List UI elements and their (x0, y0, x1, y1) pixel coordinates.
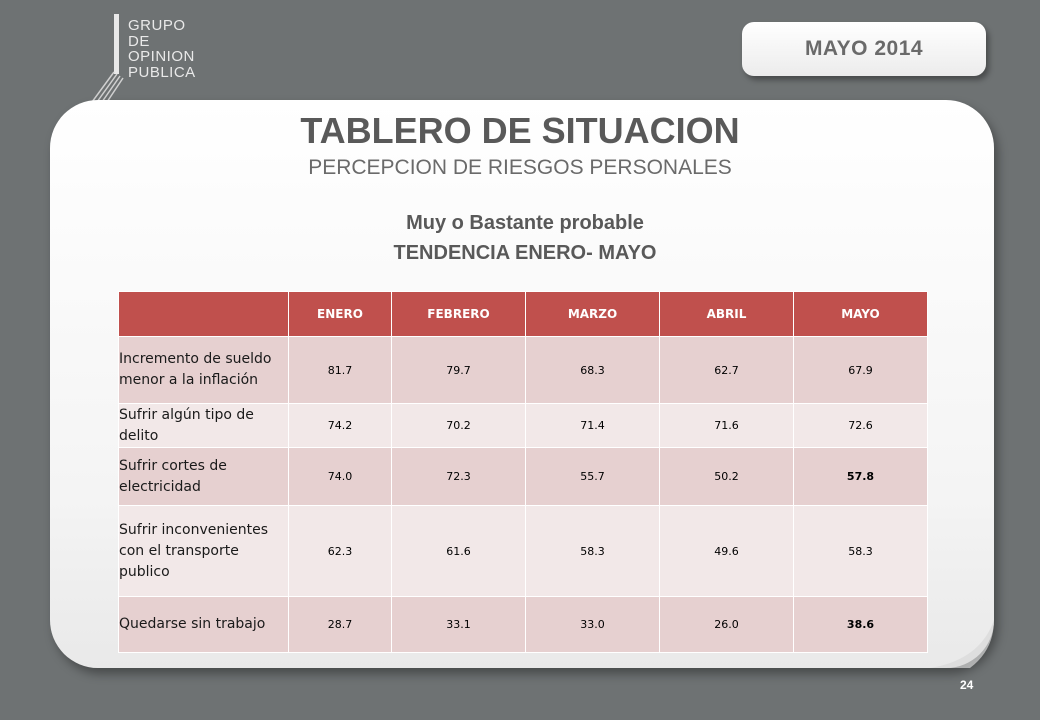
column-header: MAYO (794, 292, 928, 337)
table-cell: 33.0 (526, 597, 660, 653)
row-label: Incremento de sueldo menor a la inflación (119, 337, 289, 404)
table-cell: 71.6 (660, 404, 794, 448)
logo-line: OPINION (128, 48, 195, 65)
column-header: FEBRERO (392, 292, 526, 337)
table-header-row (119, 292, 928, 337)
table-cell: 72.6 (794, 404, 928, 448)
table-cell: 57.8 (794, 448, 928, 506)
table-cell: 55.7 (526, 448, 660, 506)
table-cell: 50.2 (660, 448, 794, 506)
table-row (119, 506, 928, 597)
table-cell: 33.1 (392, 597, 526, 653)
table-subheading: TENDENCIA ENERO- MAYO (393, 242, 657, 264)
table-cell: 38.6 (794, 597, 928, 653)
table-cell: 28.7 (289, 597, 392, 653)
table-row (119, 337, 928, 404)
table-heading: Muy o Bastante probable (406, 212, 644, 234)
logo-line: DE (128, 32, 150, 50)
table-cell: 79.7 (392, 337, 526, 404)
table-cell: 49.6 (660, 506, 794, 597)
table-cell: 70.2 (392, 404, 526, 448)
table-row (119, 597, 928, 653)
column-header: MARZO (526, 292, 660, 337)
row-label: Sufrir algún tipo de delito (119, 404, 289, 448)
table-cell: 71.4 (526, 404, 660, 448)
logo-text (128, 18, 196, 80)
table-cell: 74.0 (289, 448, 392, 506)
column-header (119, 292, 289, 337)
logo-line: GRUPO (128, 17, 186, 34)
date-badge: MAYO 2014 (742, 22, 986, 76)
logo-mark-icon (92, 14, 132, 104)
row-label: Sufrir cortes de electricidad (119, 448, 289, 506)
risk-table (118, 291, 928, 653)
table-cell: 62.7 (660, 337, 794, 404)
table-cell: 67.9 (794, 337, 928, 404)
table-cell: 74.2 (289, 404, 392, 448)
table-cell: 68.3 (526, 337, 660, 404)
table-cell: 72.3 (392, 448, 526, 506)
page-number: 24 (960, 678, 974, 692)
table-row (119, 404, 928, 448)
logo (92, 14, 212, 104)
row-label: Quedarse sin trabajo (119, 597, 289, 653)
table-cell: 26.0 (660, 597, 794, 653)
column-header: ABRIL (660, 292, 794, 337)
table-cell: 61.6 (392, 506, 526, 597)
row-label: Sufrir inconvenientes con el transporte publico (119, 506, 289, 597)
table-cell: 58.3 (794, 506, 928, 597)
logo-line: PUBLICA (128, 63, 196, 81)
column-header: ENERO (289, 292, 392, 337)
page-subtitle: PERCEPCION DE RIESGOS PERSONALES (308, 156, 732, 179)
table-row (119, 448, 928, 506)
table-cell: 62.3 (289, 506, 392, 597)
table-cell: 81.7 (289, 337, 392, 404)
table-cell: 58.3 (526, 506, 660, 597)
page-title: TABLERO DE SITUACION (300, 110, 740, 151)
